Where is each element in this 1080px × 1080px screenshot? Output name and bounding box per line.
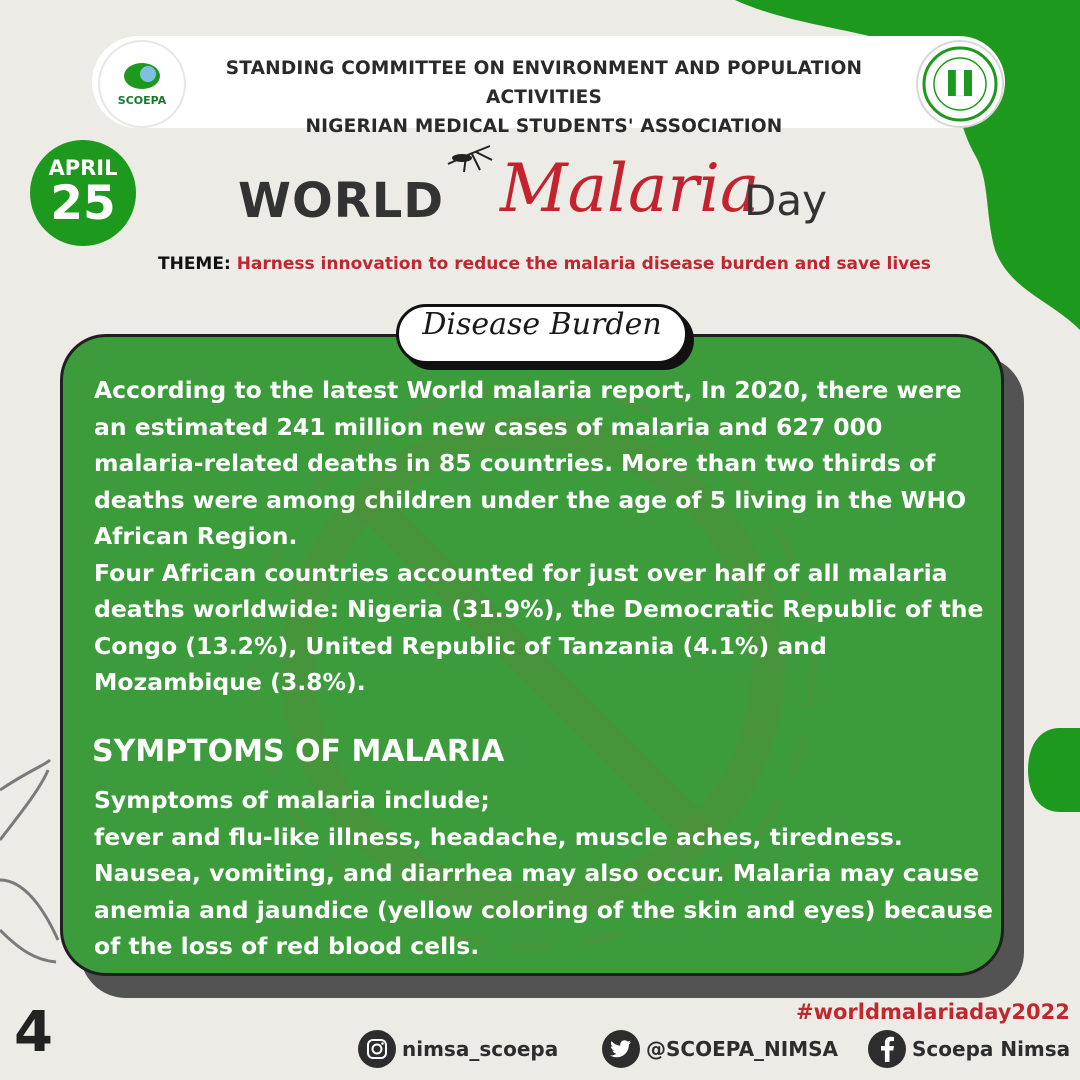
instagram-link[interactable] [358, 1030, 558, 1068]
title-malaria: Malaria [500, 150, 760, 227]
facebook-icon [868, 1030, 906, 1068]
scoepa-logo [98, 40, 186, 128]
theme-line [158, 254, 958, 274]
twitter-link[interactable] [602, 1030, 838, 1068]
facebook-link[interactable] [868, 1030, 1070, 1068]
title-world: WORLD [238, 173, 445, 229]
hashtag: #worldmalariaday2022 [796, 1000, 1070, 1024]
header-line-2: NIGERIAN MEDICAL STUDENTS' ASSOCIATION [305, 116, 783, 137]
theme-text: Harness innovation to reduce the malaria disease burden and save lives [236, 254, 931, 274]
twitter-icon [602, 1030, 640, 1068]
scoepa-logo-label: SCOEPA [117, 94, 167, 107]
title-day: Day [744, 176, 827, 225]
symptoms-list: fever and flu-like illness, headache, muscle aches, tiredness. Nausea, vomiting, and diarrhea may also occur. Malaria may cause anemia and jaundice (yellow coloring of the skin and eyes) because of the loss of red blood cells. [94, 822, 993, 960]
page-number: 4 [14, 1000, 53, 1065]
symptoms-text [94, 782, 994, 965]
facebook-handle: Scoepa Nimsa [912, 1037, 1071, 1061]
instagram-icon [358, 1030, 396, 1068]
date-day: 25 [50, 176, 116, 231]
body-paragraph-2: Four African countries accounted for just over half of all malaria deaths worldwide: Nigeria (31.9%), the Democratic Republic of the Congo (13.2%), United Republic of Tanzania (4.1%) and Mozambique (3.8%). [94, 558, 984, 696]
symptoms-heading: SYMPTOMS OF MALARIA [92, 734, 505, 769]
theme-label: THEME: [158, 254, 231, 274]
body-paragraph-1: According to the latest World malaria report, In 2020, there were an estimated 241 million new cases of malaria and 627 000 malaria-related deaths in 85 countries. More than two thirds of deaths were among children under the age of 5 living in the WHO African Region. [94, 376, 967, 550]
date-month: APRIL [48, 156, 118, 180]
header-line-1: STANDING COMMITTEE ON ENVIRONMENT AND POPULATION ACTIVITIES [225, 58, 863, 108]
disease-burden-text [94, 372, 994, 701]
nimsa-seal-icon [916, 40, 1004, 128]
symptoms-intro: Symptoms of malaria include; [94, 786, 490, 814]
header-title [182, 54, 906, 141]
twitter-handle: @SCOEPA_NIMSA [646, 1037, 839, 1061]
section-title-pill: Disease Burden [396, 304, 688, 364]
date-badge [30, 140, 136, 246]
mosquito-icon [440, 136, 500, 196]
instagram-handle: nimsa_scoepa [402, 1037, 559, 1061]
